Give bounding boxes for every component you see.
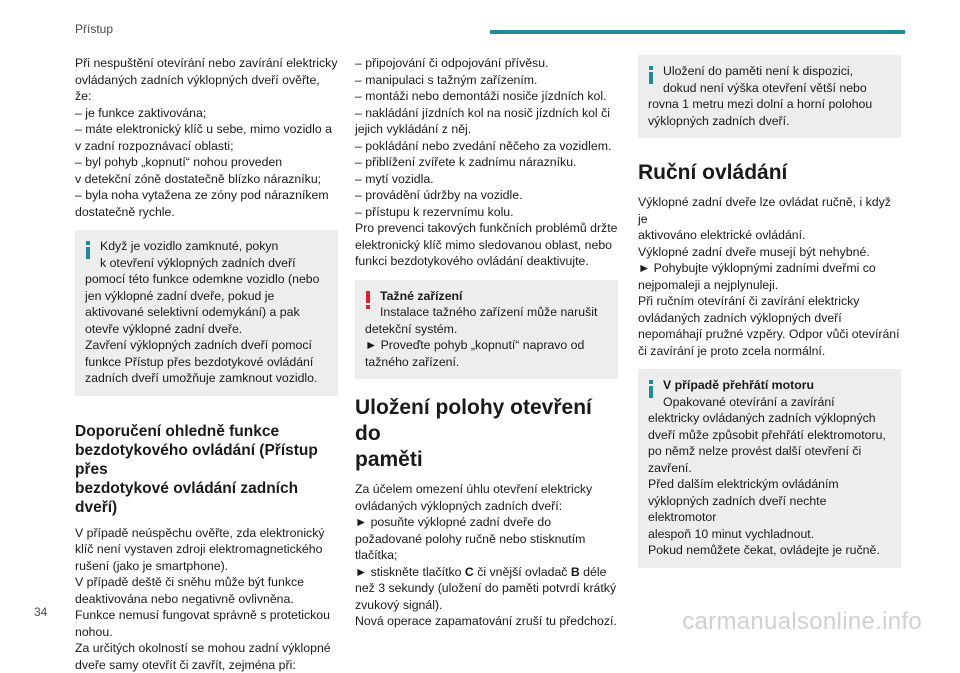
text-line: nejpomaleji a nejplynuleji. [638, 277, 901, 294]
note-text-line: elektricky ovládaných zadních výklopných [648, 410, 891, 427]
section-heading-recommendations [75, 422, 338, 517]
note-text-line: jen výklopné zadní dveře, pokud je [85, 288, 328, 305]
note-text-line: Když je vozidlo zamknuté, pokyn [85, 238, 328, 255]
note-text-line: pomocí této funkce odemkne vozidlo (nebo [85, 271, 328, 288]
note-text-line: Před dalším elektrickým ovládáním [648, 476, 891, 493]
heading-line: Doporučení ohledně funkce [75, 422, 338, 441]
text-line: ► Pohybujte výklopnými zadními dveřmi co [638, 260, 901, 277]
text-line: Výklopné zadní dveře musejí být nehybné. [638, 244, 901, 261]
text-line: Pro prevenci takových funkčních problémů držte [355, 220, 618, 237]
button-b-label: B [571, 565, 580, 579]
header-accent-bar [490, 30, 905, 34]
list-item: – přiblížení zvířete k zadnímu nárazníku. [355, 154, 618, 171]
text-line: funkci bezdotykového ovládání deaktivujte. [355, 253, 618, 270]
text-line: rušení (jako je smartphone). [75, 558, 338, 575]
list-item: – pokládání nebo zvedání něčeho za vozidlem. [355, 138, 618, 155]
text-line: Za určitých okolností se mohou zadní výklopné [75, 640, 338, 657]
text-line: požadované polohy ručně nebo stisknutím [355, 531, 618, 548]
text-line: V případě neúspěchu ověřte, zda elektronický [75, 525, 338, 542]
list-item: – nakládání jízdních kol na nosič jízdních kol či [355, 105, 618, 122]
text-line: ovládaných výklopných zadních dveří: [355, 498, 618, 515]
note-text-line: po němž nelze provést další otevření či [648, 443, 891, 460]
note-text-line: alespoň 10 minut vychladnout. [648, 526, 891, 543]
note-text-line: aktivované selektivní odemykání) a pak [85, 304, 328, 321]
note-text-line: Uložení do paměti není k dispozici, [648, 63, 891, 80]
text-line: klíč není vystaven zdroji elektromagnetického [75, 541, 338, 558]
text-line: Nová operace zapamatování zruší tu předchozí. [355, 613, 618, 630]
text-line: ovládaných zadních výklopných dveří ověřte, že: [75, 72, 338, 105]
info-note-locked-vehicle [75, 230, 338, 396]
manual-body [638, 194, 901, 359]
text-line: – je funkce zaktivována; [75, 105, 338, 122]
info-icon [648, 66, 654, 84]
text-line: Při nespuštění otevírání nebo zavírání elektricky [75, 55, 338, 72]
note-text-line: zavření. [648, 460, 891, 477]
info-note-memory-height [638, 55, 901, 138]
note-text-line: Zavření výklopných zadních dveří pomocí [85, 337, 328, 354]
list-item: – montáži nebo demontáži nosiče jízdních kol. [355, 88, 618, 105]
note-text-line: k otevření výklopných zadních dveří [85, 255, 328, 272]
text-line: ovládaných zadních výklopných dveří [638, 310, 901, 327]
column-2 [355, 55, 618, 630]
text-line: deaktivována nebo negativně ovlivněna. [75, 591, 338, 608]
list-item: – mytí vozidla. [355, 171, 618, 188]
heading-line: paměti [355, 447, 618, 473]
column-1 [75, 55, 338, 673]
list-item: jejich vykládání z něj. [355, 121, 618, 138]
section-heading-manual-operation: Ruční ovládání [638, 160, 901, 186]
note-text-line: zadních dveří umožňuje zamknout vozidlo. [85, 370, 328, 387]
button-c-label: C [465, 565, 474, 579]
text-line: elektronický klíč mimo sledovanou oblast, nebo [355, 237, 618, 254]
section-heading-memory-position [355, 395, 618, 473]
note-text-line: Pokud nemůžete čekat, ovládejte je ručně. [648, 542, 891, 559]
text-line: – byla noha vytažena ze zóny pod nárazníkem [75, 187, 338, 204]
text-fragment: ► stiskněte tlačítko [355, 565, 465, 579]
info-icon [85, 241, 91, 259]
info-note-motor-overheat [638, 369, 901, 568]
note-text-line: rovna 1 metru mezi dolní a horní polohou [648, 96, 891, 113]
heading-line: bezdotykového ovládání (Přístup přes [75, 441, 338, 479]
text-line-press-button [355, 564, 618, 581]
intro-paragraph [75, 55, 338, 220]
text-line: V případě deště či sněhu může být funkce [75, 574, 338, 591]
heading-line: bezdotykové ovládání zadních dveří) [75, 479, 338, 517]
note-text-line: otevře výklopné zadní dveře. [85, 321, 328, 338]
note-text-line: dokud není výška otevření větší nebo [648, 80, 891, 97]
warning-title: Tažné zařízení [365, 288, 608, 305]
text-line: nepomáhají pružné vzpěry. Odpor vůči otevírání [638, 326, 901, 343]
text-line: než 3 sekundy (uložení do paměti potvrdí krátký [355, 580, 618, 597]
note-text-line: detekční systém. [365, 321, 608, 338]
text-line: v detekční zóně dostatečně blízko nárazníku; [75, 171, 338, 188]
text-line: či zavírání je proto zcela normální. [638, 343, 901, 360]
page-number: 34 [34, 605, 47, 619]
text-fragment: či vnější ovladač [474, 565, 571, 579]
watermark: carmanualsonline.info [682, 608, 922, 636]
list-item: – přístupu k rezervnímu kolu. [355, 204, 618, 221]
text-line: Za účelem omezení úhlu otevření elektricky [355, 481, 618, 498]
text-fragment: déle [580, 565, 607, 579]
note-title: V případě přehřátí motoru [648, 377, 891, 394]
note-text-line: funkce Přístup přes bezdotykové ovládání [85, 354, 328, 371]
list-item: – manipulaci s tažným zařízením. [355, 72, 618, 89]
text-line: v zadní rozpoznávací oblasti; [75, 138, 338, 155]
warning-note-towbar [355, 280, 618, 380]
note-text-line: ► Proveďte pohyb „kopnutí“ napravo od [365, 337, 608, 354]
note-text-line: dveří může způsobit přehřátí elektromotoru, [648, 427, 891, 444]
memory-body [355, 481, 618, 630]
situation-list [355, 55, 618, 270]
column-3 [638, 55, 901, 578]
text-line: nohou. [75, 624, 338, 641]
text-line: zvukový signál). [355, 597, 618, 614]
info-icon [648, 380, 654, 398]
list-item: – připojování či odpojování přívěsu. [355, 55, 618, 72]
note-text-line: Instalace tažného zařízení může narušit [365, 304, 608, 321]
text-line: ► posuňte výklopné zadní dveře do [355, 514, 618, 531]
note-text-line: tažného zařízení. [365, 354, 608, 371]
running-header: Přístup [75, 22, 113, 36]
warning-icon [365, 291, 371, 309]
note-text-line: výklopných zadních dveří. [648, 113, 891, 130]
text-line: Při ručním otevírání či zavírání elektricky [638, 293, 901, 310]
text-line: Výklopné zadní dveře lze ovládat ručně, i když je [638, 194, 901, 227]
text-line: aktivováno elektrické ovládání. [638, 227, 901, 244]
list-item: – provádění údržby na vozidle. [355, 187, 618, 204]
text-line: dostatečně rychle. [75, 204, 338, 221]
text-line: dveře samy otevřít či zavřít, zejména při: [75, 657, 338, 673]
note-text-line: Opakované otevírání a zavírání [648, 394, 891, 411]
text-line: – máte elektronický klíč u sebe, mimo vozidlo a [75, 121, 338, 138]
note-text-line: výklopných zadních dveří nechte elektromotor [648, 493, 891, 526]
text-line: – byl pohyb „kopnutí“ nohou proveden [75, 154, 338, 171]
recommendations-body [75, 525, 338, 673]
text-line: Funkce nemusí fungovat správně s protetickou [75, 607, 338, 624]
text-line: tlačítka; [355, 547, 618, 564]
heading-line: Uložení polohy otevření do [355, 395, 618, 447]
